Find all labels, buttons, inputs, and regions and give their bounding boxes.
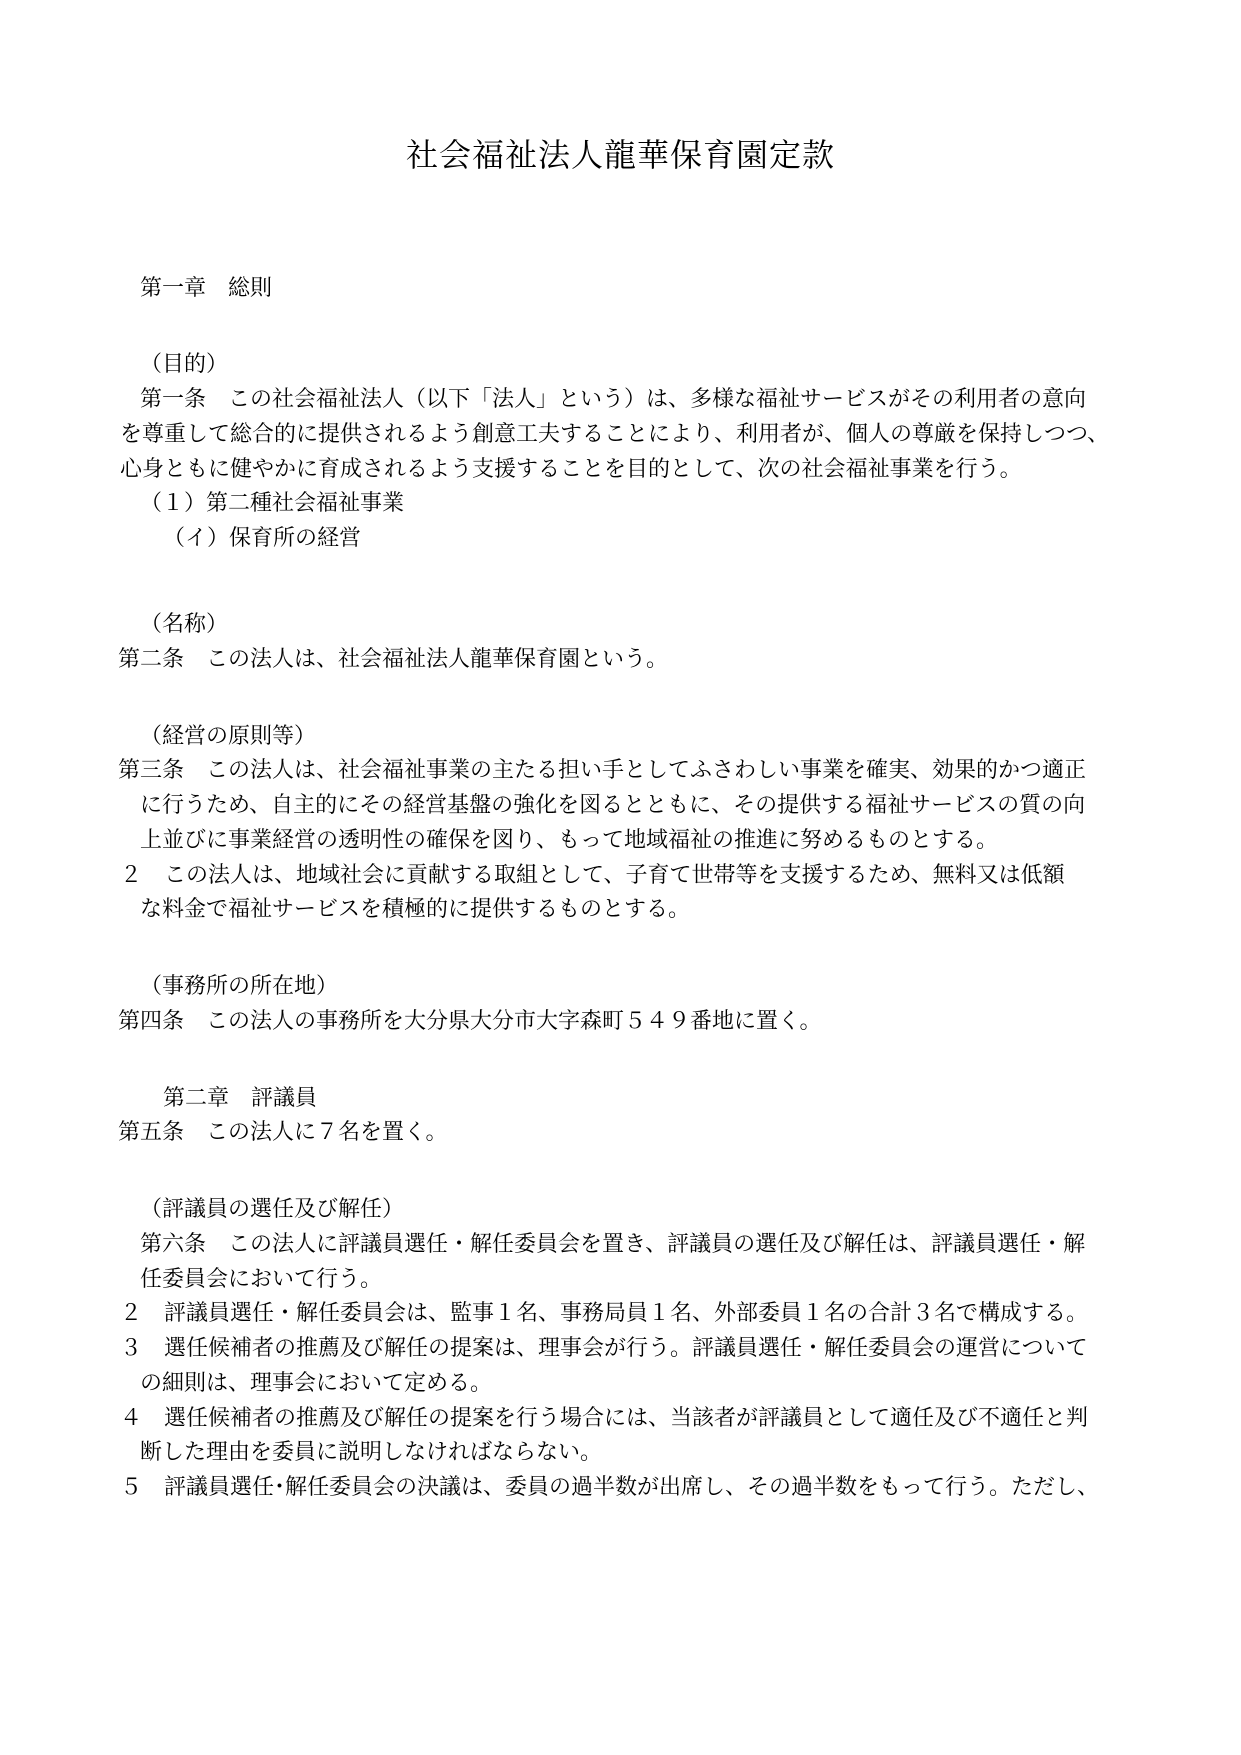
article-1-line: を尊重して総合的に提供されるよう創意工夫することにより、利用者が、個人の尊厳を保持しつつ、 xyxy=(120,422,1110,447)
article-3-paragraph-2: ２ この法人は、地域社会に貢献する取組として、子育て世帯等を支援するため、無料又は低額 xyxy=(120,863,1065,888)
article-6-caption: （評議員の選任及び解任） xyxy=(140,1197,405,1222)
article-1-item-1: （１）第二種社会福祉事業 xyxy=(140,491,405,516)
article-6-paragraph-4: 断した理由を委員に説明しなければならない。 xyxy=(140,1440,603,1465)
chapter-1-heading: 第一章 総則 xyxy=(140,276,273,301)
article-6-line: 第六条 この法人に評議員選任・解任委員会を置き、評議員の選任及び解任は、評議員選任・解 xyxy=(140,1232,1086,1257)
article-1-line: 第一条 この社会福祉法人（以下「法人」という）は、多様な福祉サービスがその利用者の意向 xyxy=(140,387,1087,412)
article-3-line: 上並びに事業経営の透明性の確保を図り、もって地域福祉の推進に努めるものとする。 xyxy=(140,828,999,853)
chapter-2-heading: 第二章 評議員 xyxy=(163,1086,318,1111)
article-4-text: 第四条 この法人の事務所を大分県大分市大字森町５４９番地に置く。 xyxy=(118,1009,822,1034)
article-6-paragraph-5: ５ 評議員選任･解任委員会の決議は、委員の過半数が出席し、その過半数をもって行う。ただし、 xyxy=(120,1475,1100,1500)
document-title: 社会福祉法人龍華保育園定款 xyxy=(405,136,835,174)
article-4-caption: （事務所の所在地） xyxy=(140,974,339,999)
article-6-paragraph-4: ４ 選任候補者の推薦及び解任の提案を行う場合には、当該者が評議員として適任及び不適任と判 xyxy=(120,1406,1089,1431)
article-6-paragraph-3: の細則は、理事会において定める。 xyxy=(140,1371,493,1396)
article-6-paragraph-3: ３ 選任候補者の推薦及び解任の提案は、理事会が行う。評議員選任・解任委員会の運営について xyxy=(120,1336,1088,1361)
article-2-caption: （名称） xyxy=(140,612,229,637)
article-1-caption: （目的） xyxy=(140,352,229,377)
article-3-line: 第三条 この法人は、社会福祉事業の主たる担い手としてふさわしい事業を確実、効果的かつ適正 xyxy=(118,758,1087,783)
article-6-paragraph-2: ２ 評議員選任・解任委員会は、監事１名、事務局員１名、外部委員１名の合計３名で構成する。 xyxy=(120,1301,1089,1326)
article-6-line: 任委員会において行う。 xyxy=(140,1267,383,1292)
article-1-item-1-sub: （イ）保育所の経営 xyxy=(163,526,362,551)
article-5-text: 第五条 この法人に７名を置く。 xyxy=(118,1120,448,1145)
article-3-line: に行うため、自主的にその経営基盤の強化を図るとともに、その提供する福祉サービスの質の向 xyxy=(140,793,1086,818)
article-2-text: 第二条 この法人は、社会福祉法人龍華保育園という。 xyxy=(118,647,669,672)
article-3-caption: （経営の原則等） xyxy=(140,724,317,749)
article-1-line: 心身ともに健やかに育成されるよう支援することを目的として、次の社会福祉事業を行う。 xyxy=(120,457,1022,482)
article-3-paragraph-2: な料金で福祉サービスを積極的に提供するものとする。 xyxy=(140,897,691,922)
